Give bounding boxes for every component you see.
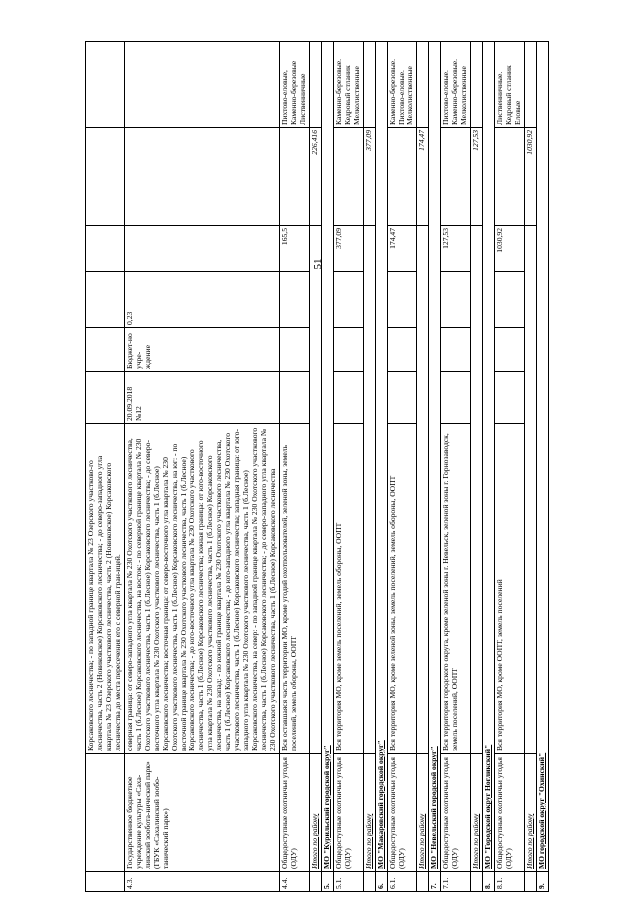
legal-form <box>333 328 363 372</box>
area-value <box>441 272 471 328</box>
forest-species: Пихтово-еловые. Каменно-березовые. Мелколиственные <box>441 42 471 128</box>
decision-date <box>495 372 525 424</box>
row-number <box>417 872 429 892</box>
district-total-value: 127,53 <box>471 128 483 226</box>
boundary-description: Вся территория МО, кроме ООПТ, земель поселений <box>495 424 525 754</box>
table-row <box>429 42 441 892</box>
boundary-description: Вся оставшаяся часть территории МО, кроме угодий охотпользователей, зеленой зоны, земель поселений, земель обороны, ООПТ <box>280 424 310 754</box>
object-name: Общедоступные охотничьи угодья (ОДУ) <box>333 754 363 872</box>
decision-date <box>280 372 310 424</box>
table-row <box>124 42 279 892</box>
table-row <box>280 42 310 892</box>
object-name: Общедоступные охотничьи угодья (ОДУ) <box>441 754 471 872</box>
empty-cell <box>124 128 279 226</box>
empty-cell <box>280 128 310 226</box>
forest-species: Пихтово-еловые, Каменно-березовые Лиственничные <box>280 42 310 128</box>
table-row <box>441 42 471 892</box>
total-area <box>124 226 279 272</box>
row-number <box>309 872 321 892</box>
table-row <box>483 42 495 892</box>
area-value <box>387 272 417 328</box>
empty-cell <box>417 42 429 128</box>
empty-cell <box>524 226 536 754</box>
object-name: Общедоступные охотничьи угодья (ОДУ) <box>495 754 525 872</box>
row-number: 4.3. <box>124 872 279 892</box>
table-row <box>536 42 548 892</box>
row-number <box>524 872 536 892</box>
table-row <box>309 42 321 892</box>
table-row <box>86 42 125 892</box>
boundaries-table-sheet <box>85 42 597 892</box>
district-total-label: Итого по району <box>363 754 375 872</box>
table-row <box>375 42 387 892</box>
empty-cell <box>387 128 417 226</box>
municipality-title: МО городской округ "Охинский" <box>536 42 548 872</box>
boundary-description: северная граница: от северо-западного угла квартала № 230 Охотского участкового лесничества, часть 1 (б.Лесное) Корсаковского лесничества, на восток: - по северной границе квартала № 230 Охотского участкового лесничества, часть 1 (б.Лесное) Корсаковского лесничества; - до северо-восточного угла квартала № 230 Охотского участкового лесничества, часть 1 (б.Лесное) Корсаковского лесничества; восточная граница: от северо-восточного угла квартала № 230 Охотского участкового лесничества, часть 1 (б.Лесное) Корсаковского лесничества, на юг: - по восточной границе квартала № 230 Охотского участкового лесничества, часть 1 (б.Лесное) Корсаковского лесничества; - до юго-восточного угла квартала № 230 Охотского участкового лесничества, часть 1 (б.Лесное) Корсаковского лесничества; южная граница: от юго-восточного угла квартала № 230 Охотского участкового лесничества, часть 1 (б.Лесное) Корсаковского лесничества, на запад: - по южной границе квартала № 230 Охотского участкового лесничества, часть 1 (б.Лесное) Корсаковского лесничества; - до юго-западного угла квартала № 230 Охотского участкового лесничества, часть 1 (б.Лесное) Корсаковского лесничества; западная граница: от юго-западного угла квартала № 230 Охотского участкового лесничества, часть 1 (б.Лесное) Корсаковского лесничества, на север: - по западной границе квартала № 230 Охотского участкового лесничества, часть 1 (б.Лесное) Корсаковского лесничества; - до северо-западного угла квартала № 230 Охотского участкового лесничества, часть 1 (б.Лесное) Корсаковского лесничества <box>124 424 279 754</box>
empty-cell <box>417 226 429 754</box>
boundary-description: Вся территория городского округа, кроме зеленой зоны г. Невельск, зеленой зоны г. Горнозаводск, земель поселений, ООПТ <box>441 424 471 754</box>
decision-date <box>333 372 363 424</box>
district-total-value: 174,47 <box>417 128 429 226</box>
row-number: 5.1. <box>333 872 363 892</box>
empty-cell <box>309 226 321 754</box>
empty-cell <box>86 128 125 226</box>
table-row <box>524 42 536 892</box>
empty-cell <box>86 272 125 328</box>
forest-species: Лиственничные. Кедровый стланик Еловые <box>495 42 525 128</box>
object-name <box>86 754 125 872</box>
table-row <box>417 42 429 892</box>
row-number <box>471 872 483 892</box>
boundary-description: Вся территория МО, кроме зеленой зоны, земель поселений, земель обороны, ООПТ <box>387 424 417 754</box>
row-number <box>86 872 125 892</box>
legal-form <box>387 328 417 372</box>
boundary-description: Вся территория МО, кроме земель поселений, земель обороны, ООПТ <box>333 424 363 754</box>
row-number: 8.1. <box>495 872 525 892</box>
boundaries-table <box>85 41 549 892</box>
empty-cell <box>309 42 321 128</box>
decision-date <box>441 372 471 424</box>
total-area: 377,09 <box>333 226 363 272</box>
table-row <box>471 42 483 892</box>
section-number: 6. <box>375 872 387 892</box>
table-row <box>333 42 363 892</box>
empty-cell <box>524 42 536 128</box>
table-row <box>363 42 375 892</box>
section-number: 8. <box>483 872 495 892</box>
total-area: 127,53 <box>441 226 471 272</box>
row-number <box>363 872 375 892</box>
area-value: 0,23 <box>124 272 279 328</box>
empty-cell <box>471 42 483 128</box>
district-total-value: 1030,92 <box>524 128 536 226</box>
forest-species: Каменно-березовые. Пихтово-еловые. Мелколиственные <box>387 42 417 128</box>
total-area: 165,5 <box>280 226 310 272</box>
section-number: 7. <box>429 872 441 892</box>
municipality-title: МО "Городской округ Ногликский" <box>483 42 495 872</box>
legal-form <box>495 328 525 372</box>
district-total-label: Итого по району <box>417 754 429 872</box>
area-value <box>280 272 310 328</box>
district-total-value: 377,09 <box>363 128 375 226</box>
decision-date <box>387 372 417 424</box>
municipality-title: МО "Курильский городской округ" <box>321 42 333 872</box>
total-area: 174,47 <box>387 226 417 272</box>
empty-cell <box>471 226 483 754</box>
legal-form <box>441 328 471 372</box>
empty-cell <box>86 42 125 128</box>
empty-cell <box>86 328 125 372</box>
empty-cell <box>363 226 375 754</box>
total-area: 1030,92 <box>495 226 525 272</box>
table-row <box>495 42 525 892</box>
forest-species: Каменно-березовые. Кедровый стланик Мелколиственные <box>333 42 363 128</box>
empty-cell <box>86 226 125 272</box>
boundary-description: Корсаковского лесничества; - по западной границе квартала № 23 Озерского участково-го лесничества, часть 2 (Новиковское) Корсаковского лесничества; - до северо-западного угла квартала № 23 Озерского участкового лесничества, часть 2 (Новиковское) Корсаковского лесничества до места пересечения его с северной гран-ицей. <box>86 424 125 754</box>
municipality-title: МО "Невельский городской округ" <box>429 42 441 872</box>
district-total-value: 226,416 <box>309 128 321 226</box>
page-number: 51 <box>312 258 324 270</box>
section-number: 9. <box>536 872 548 892</box>
object-name: Государственное бюджетное учреждение культуры «Саха-линский зообота-нический парк» (ГБУК «Сахалинский зообо-танический парк») <box>124 754 279 872</box>
empty-cell <box>495 128 525 226</box>
area-value <box>333 272 363 328</box>
empty-cell <box>441 128 471 226</box>
empty-cell <box>333 128 363 226</box>
object-name: Общедоступные охотничьи угодья (ОДУ) <box>387 754 417 872</box>
row-number: 4.4. <box>280 872 310 892</box>
section-number: 5. <box>321 872 333 892</box>
area-value <box>495 272 525 328</box>
municipality-title: МО "Макаровский городской округ" <box>375 42 387 872</box>
district-total-label: Итого по району <box>309 754 321 872</box>
empty-cell <box>363 42 375 128</box>
row-number: 6.1. <box>387 872 417 892</box>
table-row <box>321 42 333 892</box>
forest-species <box>124 42 279 128</box>
legal-form: Бюджет-но учре-ждение <box>124 328 279 372</box>
empty-cell <box>86 372 125 424</box>
legal-form <box>280 328 310 372</box>
object-name: Общедоступные охотничьи угодья (ОДУ) <box>280 754 310 872</box>
district-total-label: Итого по району <box>471 754 483 872</box>
district-total-label: Итого по району <box>524 754 536 872</box>
row-number: 7.1. <box>441 872 471 892</box>
table-row <box>387 42 417 892</box>
decision-date: 20.09.2018 №12 <box>124 372 279 424</box>
